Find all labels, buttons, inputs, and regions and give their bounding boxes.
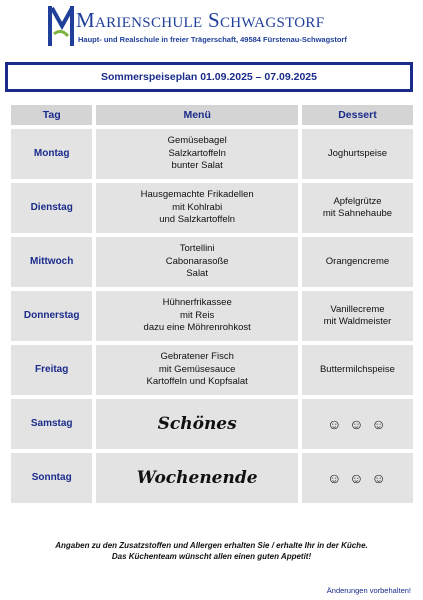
menu-line: bunter Salat — [171, 160, 223, 172]
day-cell: Mittwoch — [11, 237, 92, 287]
menu-line: Tortellini — [179, 243, 215, 255]
day-cell: Freitag — [11, 345, 92, 395]
table-row — [11, 183, 413, 233]
appetite-note: Das Küchenteam wünscht allen einen guten Appetit! — [111, 552, 312, 561]
smiley-icons: ☺ ☺ ☺ — [327, 415, 388, 432]
changes-reserved-note: Änderungen vorbehalten! — [326, 586, 411, 595]
school-header — [46, 4, 386, 50]
menu-line: Hausgemachte Frikadellen — [140, 189, 254, 201]
dessert-cell — [302, 345, 413, 395]
plan-title: Sommerspeiseplan 01.09.2025 – 07.09.2025 — [101, 71, 317, 83]
day-cell: Samstag — [11, 399, 92, 449]
dessert-line: Buttermilchspeise — [319, 363, 395, 375]
dessert-line: Vanillecreme — [330, 303, 385, 315]
table-row — [11, 399, 413, 449]
menu-line: Schönes — [157, 413, 237, 434]
menu-cell — [96, 237, 298, 287]
menu-cell — [96, 291, 298, 341]
table-row — [11, 345, 413, 395]
menu-cell — [96, 453, 298, 503]
dessert-cell — [302, 237, 413, 287]
menu-cell — [96, 399, 298, 449]
table-row — [11, 453, 413, 503]
menu-cell — [96, 183, 298, 233]
school-subline: Haupt- und Realschule in freier Trägerschaft, 49584 Fürstenau-Schwagstorf — [78, 35, 347, 44]
menu-line: Cabonarasoße — [165, 255, 229, 267]
header-dessert: Dessert — [302, 105, 413, 125]
school-name: Marienschule Schwagstorf — [76, 8, 325, 32]
dessert-line: Orangencreme — [325, 255, 390, 267]
menu-line: mit Gemüsesauce — [158, 363, 236, 375]
menu-line: Kartoffeln und Kopfsalat — [146, 376, 248, 388]
day-cell: Sonntag — [11, 453, 92, 503]
dessert-cell — [302, 399, 413, 449]
menu-line: Wochenende — [136, 467, 258, 488]
menu-table — [7, 101, 417, 507]
menu-line: Salzkartoffeln — [168, 147, 226, 159]
dessert-cell — [302, 129, 413, 179]
menu-line: und Salzkartoffeln — [159, 214, 236, 226]
day-cell: Donnerstag — [11, 291, 92, 341]
dessert-line: Joghurtspeise — [327, 147, 388, 159]
allergen-note: Angaben zu den Zusatzstoffen und Allergen erhalten Sie / erhalte Ihr in der Küche. — [55, 541, 368, 550]
menu-line: dazu eine Möhrenrohkost — [143, 322, 251, 334]
day-cell: Dienstag — [11, 183, 92, 233]
footer-note — [0, 540, 423, 562]
table-header-row — [11, 105, 413, 125]
dessert-cell — [302, 291, 413, 341]
school-logo-icon — [46, 4, 76, 48]
dessert-line: mit Sahnehaube — [322, 208, 393, 219]
dessert-cell — [302, 453, 413, 503]
table-row — [11, 129, 413, 179]
menu-line: Salat — [186, 268, 208, 280]
menu-line: mit Kohlrabi — [172, 201, 223, 213]
header-menu: Menü — [96, 105, 298, 125]
smiley-icons: ☺ ☺ ☺ — [327, 469, 388, 486]
dessert-line: Apfelgrütze — [333, 195, 382, 207]
plan-title-box — [5, 62, 413, 92]
menu-line: mit Reis — [180, 309, 215, 321]
dessert-line: mit Waldmeister — [323, 316, 392, 327]
header-day: Tag — [11, 105, 92, 125]
menu-line: Gebratener Fisch — [160, 351, 234, 363]
menu-cell — [96, 345, 298, 395]
table-row — [11, 291, 413, 341]
menu-line: Hühnerfrikassee — [162, 297, 232, 309]
menu-line: Gemüsebagel — [167, 135, 227, 147]
table-row — [11, 237, 413, 287]
dessert-cell — [302, 183, 413, 233]
menu-cell — [96, 129, 298, 179]
day-cell: Montag — [11, 129, 92, 179]
